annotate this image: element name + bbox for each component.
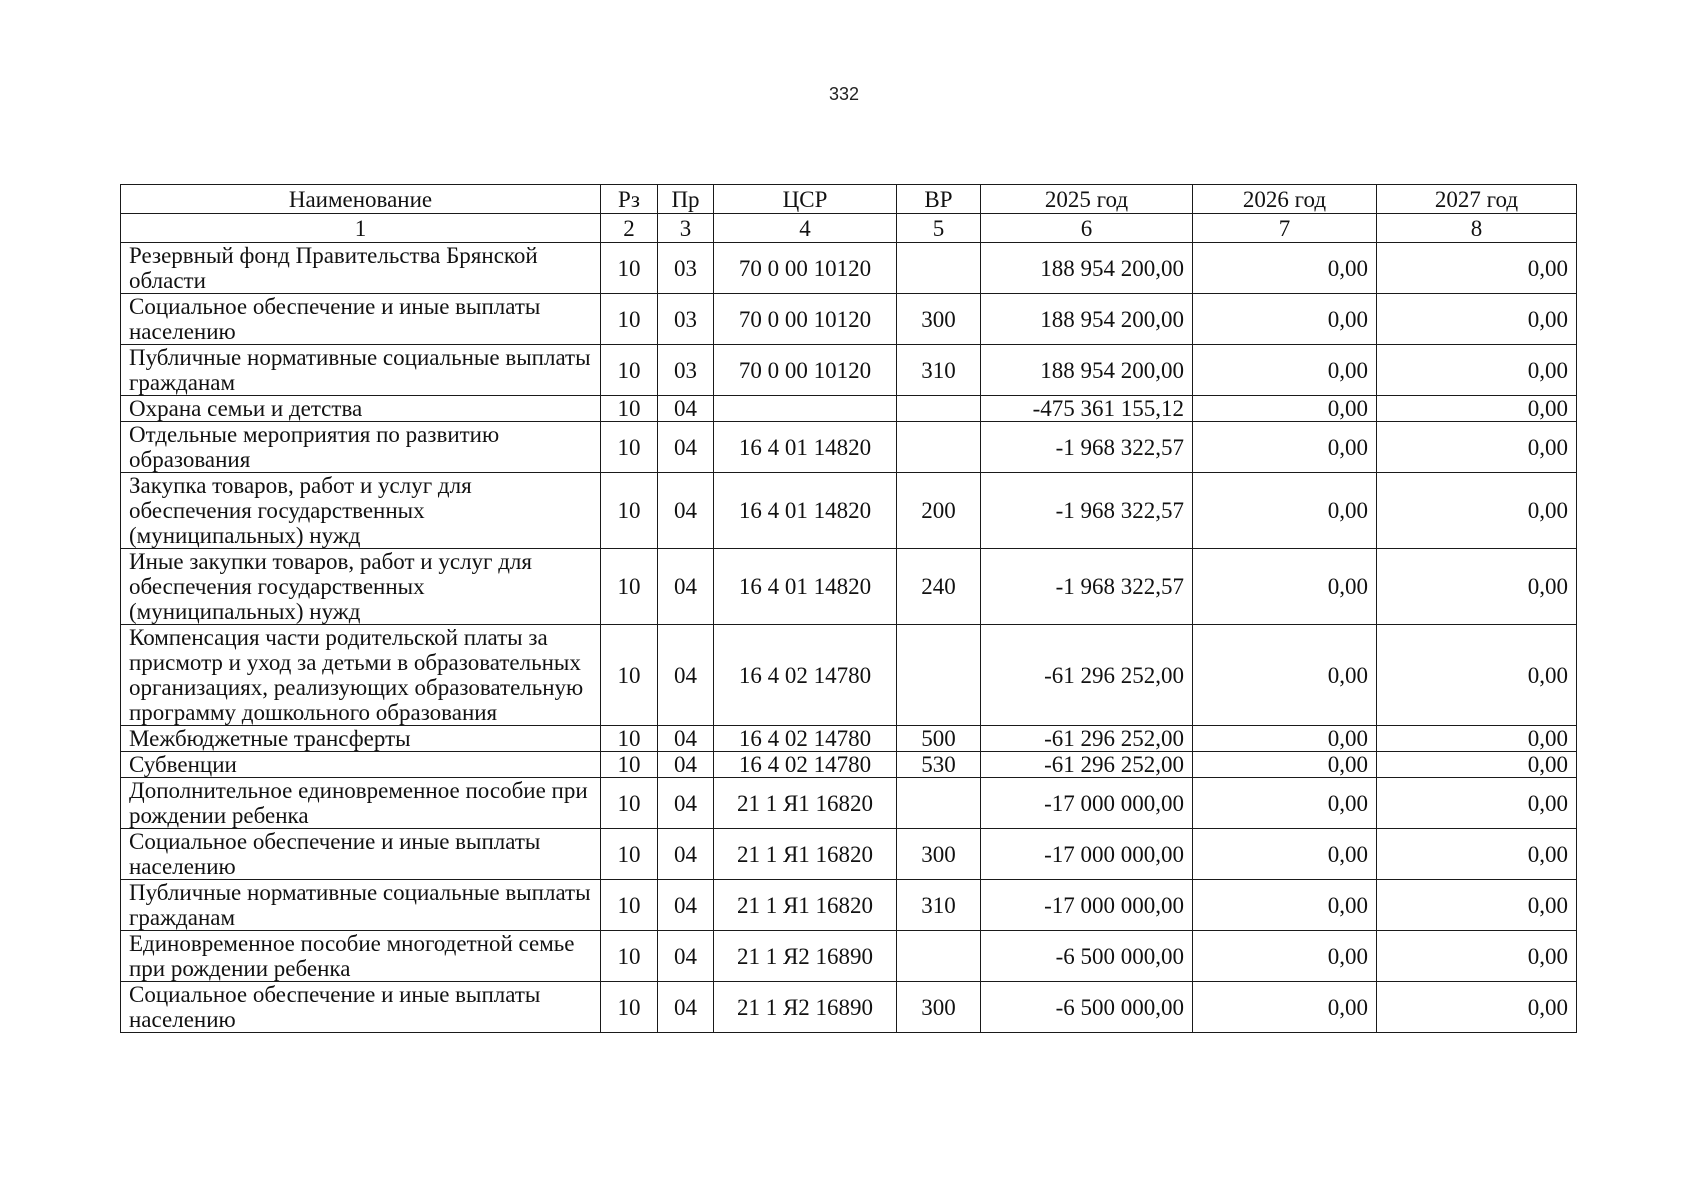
cell-name: Компенсация части родительской платы за присмотр и уход за детьми в образовательных организациях, реализующих образовательную программу дошкольного образования: [121, 625, 601, 726]
column-number-row: [121, 214, 1577, 243]
cell-amount-2025: -61 296 252,00: [981, 625, 1193, 726]
table-body: [121, 243, 1577, 1033]
cell-csr: 21 1 Я2 16890: [714, 931, 897, 982]
column-number: 7: [1193, 214, 1377, 243]
cell-amount-2027: 0,00: [1377, 473, 1577, 549]
cell-csr: 70 0 00 10120: [714, 294, 897, 345]
cell-csr: 70 0 00 10120: [714, 345, 897, 396]
cell-amount-2025: -61 296 252,00: [981, 752, 1193, 778]
cell-amount-2026: 0,00: [1193, 294, 1377, 345]
cell-vr: [897, 778, 981, 829]
cell-rz: 10: [601, 294, 658, 345]
cell-vr: 310: [897, 345, 981, 396]
cell-vr: 300: [897, 294, 981, 345]
cell-amount-2025: -1 968 322,57: [981, 422, 1193, 473]
cell-rz: 10: [601, 931, 658, 982]
cell-amount-2027: 0,00: [1377, 345, 1577, 396]
header-csr: ЦСР: [714, 185, 897, 214]
cell-amount-2025: -475 361 155,12: [981, 396, 1193, 422]
column-number: 1: [121, 214, 601, 243]
cell-vr: 200: [897, 473, 981, 549]
cell-rz: 10: [601, 243, 658, 294]
table-row: [121, 396, 1577, 422]
cell-pr: 03: [658, 345, 714, 396]
header-pr: Пр: [658, 185, 714, 214]
header-row: [121, 185, 1577, 214]
column-number: 3: [658, 214, 714, 243]
cell-rz: 10: [601, 422, 658, 473]
header-name: Наименование: [121, 185, 601, 214]
column-number: 4: [714, 214, 897, 243]
cell-vr: 300: [897, 829, 981, 880]
cell-vr: 300: [897, 982, 981, 1033]
cell-amount-2025: -1 968 322,57: [981, 473, 1193, 549]
table-row: [121, 473, 1577, 549]
header-year-2026: 2026 год: [1193, 185, 1377, 214]
table-row: [121, 294, 1577, 345]
cell-rz: 10: [601, 778, 658, 829]
cell-pr: 04: [658, 982, 714, 1033]
cell-name: Субвенции: [121, 752, 601, 778]
cell-rz: 10: [601, 726, 658, 752]
cell-name: Резервный фонд Правительства Брянской области: [121, 243, 601, 294]
cell-amount-2027: 0,00: [1377, 931, 1577, 982]
cell-amount-2027: 0,00: [1377, 625, 1577, 726]
cell-amount-2026: 0,00: [1193, 422, 1377, 473]
cell-vr: [897, 625, 981, 726]
cell-amount-2027: 0,00: [1377, 778, 1577, 829]
budget-table: [120, 184, 1577, 1033]
cell-csr: 21 1 Я2 16890: [714, 982, 897, 1033]
cell-amount-2027: 0,00: [1377, 243, 1577, 294]
cell-amount-2026: 0,00: [1193, 625, 1377, 726]
cell-name: Охрана семьи и детства: [121, 396, 601, 422]
cell-pr: 04: [658, 880, 714, 931]
cell-csr: 16 4 02 14780: [714, 752, 897, 778]
cell-csr: 21 1 Я1 16820: [714, 778, 897, 829]
cell-csr: 21 1 Я1 16820: [714, 829, 897, 880]
cell-rz: 10: [601, 473, 658, 549]
cell-vr: 310: [897, 880, 981, 931]
cell-rz: 10: [601, 625, 658, 726]
cell-rz: 10: [601, 829, 658, 880]
cell-name: Отдельные мероприятия по развитию образования: [121, 422, 601, 473]
cell-amount-2027: 0,00: [1377, 549, 1577, 625]
cell-amount-2026: 0,00: [1193, 726, 1377, 752]
table-row: [121, 726, 1577, 752]
cell-csr: 16 4 01 14820: [714, 473, 897, 549]
column-number: 2: [601, 214, 658, 243]
cell-name: Единовременное пособие многодетной семье при рождении ребенка: [121, 931, 601, 982]
cell-amount-2025: -6 500 000,00: [981, 931, 1193, 982]
cell-amount-2025: -1 968 322,57: [981, 549, 1193, 625]
cell-vr: 500: [897, 726, 981, 752]
cell-rz: 10: [601, 345, 658, 396]
cell-name: Социальное обеспечение и иные выплаты населению: [121, 294, 601, 345]
cell-pr: 04: [658, 396, 714, 422]
header-rz: Рз: [601, 185, 658, 214]
cell-amount-2027: 0,00: [1377, 880, 1577, 931]
cell-csr: 16 4 02 14780: [714, 726, 897, 752]
cell-csr: 16 4 01 14820: [714, 549, 897, 625]
cell-pr: 04: [658, 549, 714, 625]
table-row: [121, 931, 1577, 982]
cell-csr: 70 0 00 10120: [714, 243, 897, 294]
cell-rz: 10: [601, 982, 658, 1033]
cell-amount-2027: 0,00: [1377, 294, 1577, 345]
cell-amount-2027: 0,00: [1377, 829, 1577, 880]
column-number: 5: [897, 214, 981, 243]
cell-pr: 04: [658, 752, 714, 778]
cell-amount-2025: -17 000 000,00: [981, 829, 1193, 880]
cell-name: Социальное обеспечение и иные выплаты населению: [121, 829, 601, 880]
cell-pr: 04: [658, 931, 714, 982]
cell-pr: 04: [658, 726, 714, 752]
cell-name: Дополнительное единовременное пособие при рождении ребенка: [121, 778, 601, 829]
cell-pr: 03: [658, 243, 714, 294]
cell-amount-2027: 0,00: [1377, 752, 1577, 778]
cell-vr: 530: [897, 752, 981, 778]
cell-amount-2025: 188 954 200,00: [981, 243, 1193, 294]
cell-amount-2026: 0,00: [1193, 396, 1377, 422]
cell-name: Иные закупки товаров, работ и услуг для обеспечения государственных (муниципальных) нужд: [121, 549, 601, 625]
cell-rz: 10: [601, 880, 658, 931]
cell-amount-2025: 188 954 200,00: [981, 345, 1193, 396]
cell-amount-2027: 0,00: [1377, 982, 1577, 1033]
cell-csr: [714, 396, 897, 422]
cell-pr: 03: [658, 294, 714, 345]
cell-amount-2025: -61 296 252,00: [981, 726, 1193, 752]
cell-amount-2026: 0,00: [1193, 549, 1377, 625]
cell-amount-2026: 0,00: [1193, 345, 1377, 396]
table-row: [121, 778, 1577, 829]
cell-amount-2026: 0,00: [1193, 243, 1377, 294]
cell-amount-2026: 0,00: [1193, 829, 1377, 880]
header-vr: ВР: [897, 185, 981, 214]
cell-vr: [897, 396, 981, 422]
table-row: [121, 345, 1577, 396]
cell-name: Межбюджетные трансферты: [121, 726, 601, 752]
cell-vr: [897, 931, 981, 982]
table-row: [121, 752, 1577, 778]
cell-rz: 10: [601, 549, 658, 625]
cell-rz: 10: [601, 752, 658, 778]
header-year-2027: 2027 год: [1377, 185, 1577, 214]
cell-amount-2027: 0,00: [1377, 726, 1577, 752]
table-row: [121, 422, 1577, 473]
cell-pr: 04: [658, 625, 714, 726]
table-row: [121, 625, 1577, 726]
cell-vr: [897, 422, 981, 473]
page-number: 332: [828, 84, 860, 104]
cell-pr: 04: [658, 473, 714, 549]
cell-amount-2025: -17 000 000,00: [981, 778, 1193, 829]
cell-amount-2026: 0,00: [1193, 473, 1377, 549]
cell-vr: 240: [897, 549, 981, 625]
cell-name: Социальное обеспечение и иные выплаты населению: [121, 982, 601, 1033]
cell-csr: 16 4 02 14780: [714, 625, 897, 726]
cell-pr: 04: [658, 422, 714, 473]
cell-csr: 21 1 Я1 16820: [714, 880, 897, 931]
column-number: 6: [981, 214, 1193, 243]
table-row: [121, 829, 1577, 880]
cell-amount-2025: -17 000 000,00: [981, 880, 1193, 931]
cell-amount-2026: 0,00: [1193, 982, 1377, 1033]
cell-amount-2026: 0,00: [1193, 880, 1377, 931]
table-row: [121, 982, 1577, 1033]
cell-pr: 04: [658, 778, 714, 829]
cell-amount-2027: 0,00: [1377, 422, 1577, 473]
cell-name: Публичные нормативные социальные выплаты гражданам: [121, 345, 601, 396]
cell-amount-2026: 0,00: [1193, 931, 1377, 982]
cell-name: Закупка товаров, работ и услуг для обеспечения государственных (муниципальных) нужд: [121, 473, 601, 549]
cell-amount-2025: -6 500 000,00: [981, 982, 1193, 1033]
cell-name: Публичные нормативные социальные выплаты гражданам: [121, 880, 601, 931]
cell-amount-2026: 0,00: [1193, 778, 1377, 829]
column-number: 8: [1377, 214, 1577, 243]
cell-pr: 04: [658, 829, 714, 880]
table-row: [121, 880, 1577, 931]
cell-amount-2027: 0,00: [1377, 396, 1577, 422]
table-row: [121, 243, 1577, 294]
cell-amount-2026: 0,00: [1193, 752, 1377, 778]
cell-amount-2025: 188 954 200,00: [981, 294, 1193, 345]
header-year-2025: 2025 год: [981, 185, 1193, 214]
cell-vr: [897, 243, 981, 294]
cell-rz: 10: [601, 396, 658, 422]
cell-csr: 16 4 01 14820: [714, 422, 897, 473]
table-row: [121, 549, 1577, 625]
